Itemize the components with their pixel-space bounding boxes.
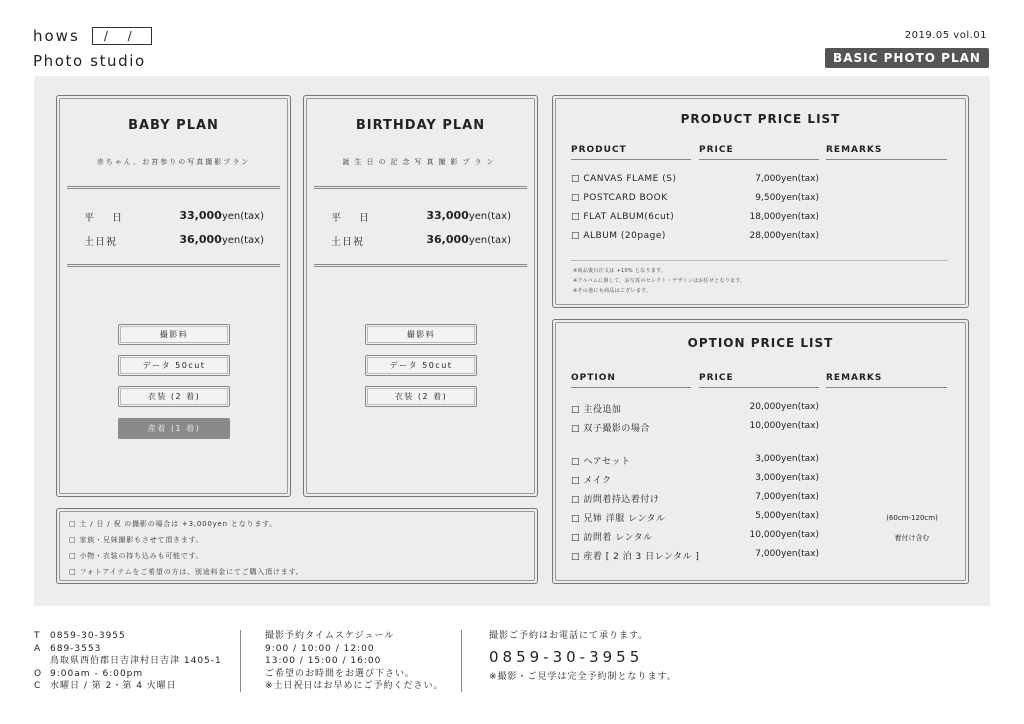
footer-schedule xyxy=(265,630,444,693)
price-unit: yen(tax) xyxy=(221,211,264,222)
reserve-title: 撮影ご予約はお電話にて承ります。 xyxy=(489,631,649,641)
baby-weekday-price: 33,000 xyxy=(179,209,222,222)
option-row-name: □ ヘアセット xyxy=(571,457,631,467)
product-row-name: □ CANVAS FLAME (S) xyxy=(571,174,677,184)
contact-address: 鳥取県西伯郡日吉津村日吉津 1405-1 xyxy=(50,656,222,666)
footer-divider xyxy=(461,630,462,692)
column-header-option: OPTION xyxy=(571,373,691,388)
birthday-weekend-row xyxy=(331,233,511,248)
divider xyxy=(67,264,280,267)
birthday-plan-subtitle: 誕生日の記念写真撮影プラン xyxy=(342,158,499,166)
column-header-remarks: REMARKS xyxy=(826,373,947,388)
brand-subtitle: Photo studio xyxy=(33,52,146,70)
issue-label: 2019.05 vol.01 xyxy=(904,30,987,41)
option-row-price: 7,000yen(tax) xyxy=(755,492,819,502)
birthday-weekend-price: 36,000 xyxy=(426,233,469,246)
reserve-note: ※撮影・ご見学は完全予約制となります。 xyxy=(489,672,677,682)
price-unit: yen(tax) xyxy=(468,211,511,222)
divider xyxy=(314,264,527,267)
baby-plan-card xyxy=(56,95,291,497)
plan-item-highlighted: 産着 (1 着) xyxy=(118,418,230,439)
product-row-name: □ FLAT ALBUM(6cut) xyxy=(571,212,675,222)
product-row-price: 18,000yen(tax) xyxy=(749,212,819,222)
fine-print: ※アルバムに関して、お写真のセレクト・デザインはお任せとなります。 xyxy=(573,278,746,284)
option-row-price: 3,000yen(tax) xyxy=(755,454,819,464)
plan-item: 撮影料 xyxy=(365,324,477,345)
price-unit: yen(tax) xyxy=(221,235,264,246)
baby-plan-title: BABY PLAN xyxy=(128,118,219,133)
plan-item: 衣装 (2 着) xyxy=(365,386,477,407)
plan-item: 撮影料 xyxy=(118,324,230,345)
option-row-name: □ 訪問着 レンタル xyxy=(571,533,653,543)
option-row-name: □ メイク xyxy=(571,476,612,486)
option-row-name: □ 双子撮影の場合 xyxy=(571,424,650,434)
option-row-name: □ 主役追加 xyxy=(571,405,622,415)
baby-weekday-row xyxy=(84,209,264,224)
weekday-label: 平 日 xyxy=(84,213,126,224)
contact-hours: O 9:00am - 6:00pm xyxy=(34,668,144,679)
schedule-line: 13:00 / 15:00 / 16:00 xyxy=(265,656,382,666)
note-line: □ 小物・衣装の持ち込みも可能です。 xyxy=(69,552,204,560)
column-header-price: PRICE xyxy=(699,145,819,160)
schedule-line: ご希望のお時間をお選び下さい。 xyxy=(265,668,416,679)
birthday-plan-title: BIRTHDAY PLAN xyxy=(355,118,486,133)
price-unit: yen(tax) xyxy=(468,235,511,246)
footer-contact xyxy=(34,630,222,693)
option-row-name: □ 兄姉 洋服 レンタル xyxy=(571,514,666,524)
option-row-price: 5,000yen(tax) xyxy=(755,511,819,521)
column-header-product: PRODUCT xyxy=(571,145,691,160)
note-line: □ 土 / 日 / 祝 の撮影の場合は +3,000yen となります。 xyxy=(69,520,278,528)
schedule-line: 9:00 / 10:00 / 12:00 xyxy=(265,643,375,654)
brand-date-box: / / xyxy=(92,27,152,45)
fine-print: ※その他にも商品はございます。 xyxy=(573,288,652,294)
contact-closed: C 水曜日 / 第 2・第 4 火曜日 xyxy=(34,681,177,691)
product-list-title: PRODUCT PRICE LIST xyxy=(680,112,841,126)
column-header-remarks: REMARKS xyxy=(826,145,947,160)
divider xyxy=(314,186,527,189)
weekday-label: 平 日 xyxy=(331,213,373,224)
option-row-price: 20,000yen(tax) xyxy=(749,402,819,412)
divider xyxy=(571,260,948,261)
notes-card xyxy=(56,508,538,584)
column-header-price: PRICE xyxy=(699,373,819,388)
birthday-weekday-row xyxy=(331,209,511,224)
note-line: □ 家族・兄妹撮影もさせて頂きます。 xyxy=(69,536,204,544)
product-row-price: 9,500yen(tax) xyxy=(755,193,819,203)
baby-weekend-row xyxy=(84,233,264,248)
contact-postal: A 689-3553 xyxy=(34,643,102,654)
plan-item: データ 50cut xyxy=(118,355,230,376)
remark-size: (60cm-120cm) xyxy=(886,514,938,522)
plan-item: データ 50cut xyxy=(365,355,477,376)
schedule-title: 撮影予約タイムスケジュール xyxy=(265,631,395,641)
product-row-name: □ POSTCARD BOOK xyxy=(571,193,668,203)
option-row-price: 10,000yen(tax) xyxy=(749,530,819,540)
footer-divider xyxy=(240,630,241,692)
fine-print: ※商品後日注文は +10% となります。 xyxy=(573,268,667,274)
contact-phone: T 0859-30-3955 xyxy=(34,631,126,641)
reserve-phone[interactable]: 0859-30-3955 xyxy=(489,647,644,666)
option-row-price: 10,000yen(tax) xyxy=(749,421,819,431)
remark-dressing: 着付け含む xyxy=(894,534,930,542)
option-list-title: OPTION PRICE LIST xyxy=(687,336,834,350)
product-row-price: 28,000yen(tax) xyxy=(749,231,819,241)
option-row-price: 3,000yen(tax) xyxy=(755,473,819,483)
schedule-line: ※土日祝日はお早めにご予約ください。 xyxy=(265,681,444,691)
product-price-list xyxy=(552,95,969,308)
note-line: □ フォトアイテムをご希望の方は、別途料金にてご購入頂けます。 xyxy=(69,568,304,576)
brand-logo xyxy=(33,26,152,70)
product-row-name: □ ALBUM (20page) xyxy=(571,231,666,241)
baby-plan-subtitle: 赤ちゃん、お宮参りの写真撮影プラン xyxy=(96,158,251,166)
footer-reservation xyxy=(489,630,677,684)
brand-name: hows xyxy=(33,27,80,45)
divider xyxy=(67,186,280,189)
option-price-list xyxy=(552,319,969,584)
option-row-price: 7,000yen(tax) xyxy=(755,549,819,559)
baby-weekend-price: 36,000 xyxy=(179,233,222,246)
birthday-plan-card xyxy=(303,95,538,497)
birthday-weekday-price: 33,000 xyxy=(426,209,469,222)
plan-badge: BASIC PHOTO PLAN xyxy=(825,48,989,68)
weekend-label: 土日祝 xyxy=(84,237,117,248)
option-row-name: □ 産着 [ 2 泊 3 日レンタル ] xyxy=(571,552,700,562)
weekend-label: 土日祝 xyxy=(331,237,364,248)
plan-item: 衣装 (2 着) xyxy=(118,386,230,407)
product-row-price: 7,000yen(tax) xyxy=(755,174,819,184)
main-panel xyxy=(34,76,990,606)
option-row-name: □ 訪問着持込着付け xyxy=(571,495,660,505)
